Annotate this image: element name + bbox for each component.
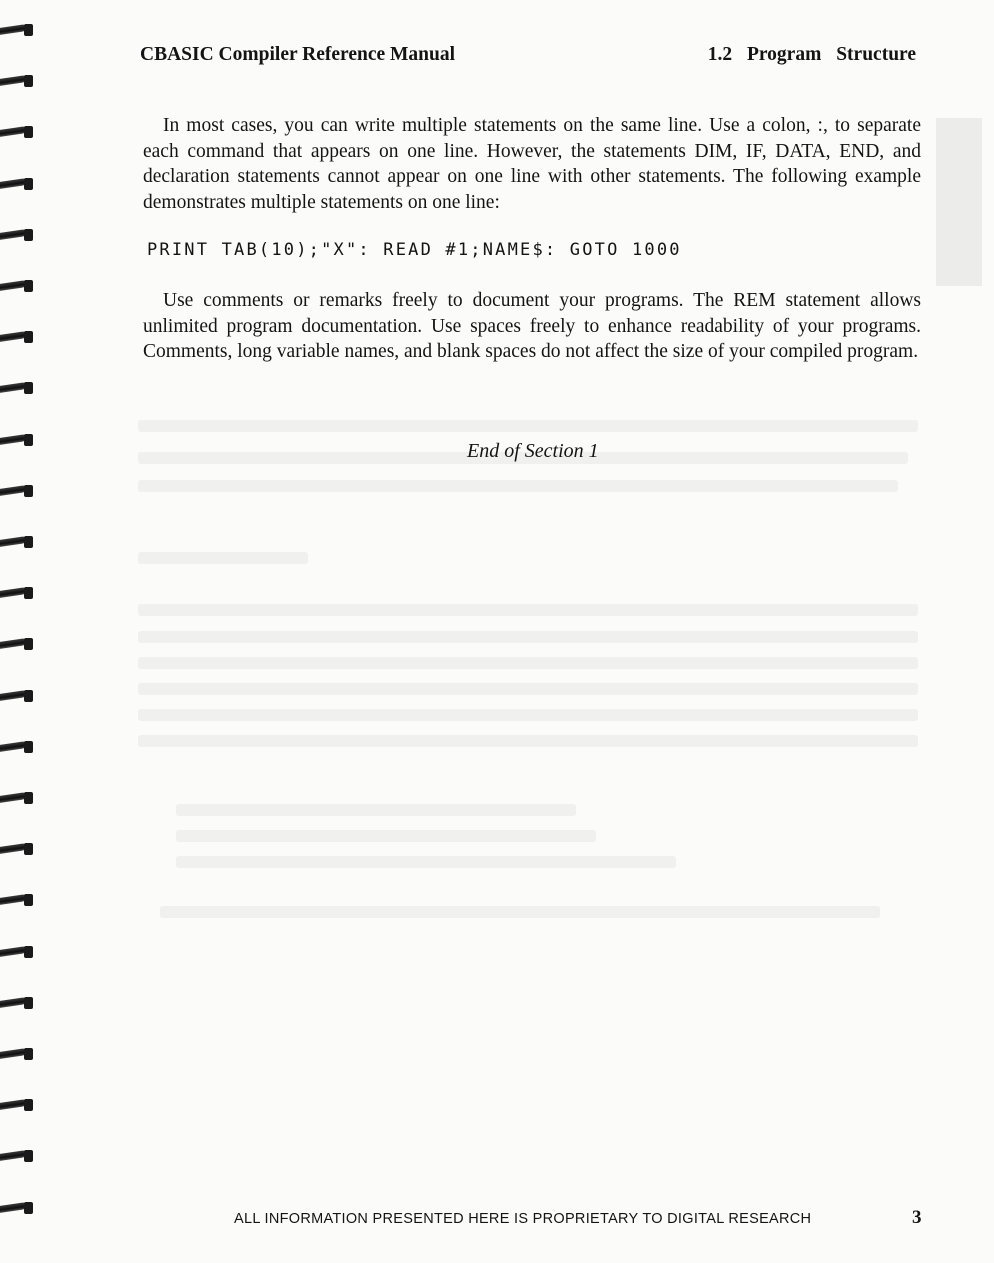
manual-title: CBASIC Compiler Reference Manual xyxy=(140,44,456,65)
binding-coil xyxy=(0,534,34,550)
proprietary-footer: ALL INFORMATION PRESENTED HERE IS PROPRIETARY TO DIGITAL RESEARCH xyxy=(234,1211,812,1227)
binding-coil xyxy=(0,1046,34,1062)
binding-coil xyxy=(0,585,34,601)
bleed-through-line xyxy=(138,683,918,695)
binding-coil xyxy=(0,176,34,192)
binding-coil xyxy=(0,124,34,140)
binding-coil xyxy=(0,73,34,89)
bleed-through-line xyxy=(138,709,918,721)
binding-coil xyxy=(0,739,34,755)
binding-coil xyxy=(0,944,34,960)
binding-coil xyxy=(0,892,34,908)
bleed-through-line xyxy=(176,804,576,816)
paragraph-comments xyxy=(143,288,921,365)
bleed-through-line xyxy=(138,657,918,669)
binding-coil xyxy=(0,380,34,396)
binding-coil xyxy=(0,995,34,1011)
binding-coil xyxy=(0,636,34,652)
binding-coil xyxy=(0,790,34,806)
binding-coil xyxy=(0,1148,34,1164)
bleed-through-line xyxy=(160,906,880,918)
binding-coil xyxy=(0,1200,34,1216)
binding-coil xyxy=(0,1097,34,1113)
bleed-through-line xyxy=(138,420,918,432)
bleed-through-line xyxy=(138,552,308,564)
bleed-through-line xyxy=(176,830,596,842)
bleed-through-line xyxy=(138,631,918,643)
binding-coil xyxy=(0,329,34,345)
bleed-through-line xyxy=(176,856,676,868)
section-end-marker: End of Section 1 xyxy=(467,440,599,462)
binding-coil xyxy=(0,432,34,448)
page-number: 3 xyxy=(912,1207,922,1228)
binding-coil xyxy=(0,483,34,499)
paragraph-text: In most cases, you can write multiple statements on the same line. Use a colon, :, to separate each command that appears on one line. However, the statements DIM, IF, DATA, END, and declaration statements cannot appear on one line with other statements. The following example demonstrates multiple statements on one line: xyxy=(143,115,921,213)
bleed-through-line xyxy=(138,604,918,616)
spiral-binding xyxy=(0,0,40,1263)
code-example: PRINT TAB(10);"X": READ #1;NAME$: GOTO 1000 xyxy=(147,240,682,260)
binding-coil xyxy=(0,22,34,38)
section-heading: 1.2 Program Structure xyxy=(707,44,916,65)
binding-coil xyxy=(0,688,34,704)
binding-coil xyxy=(0,841,34,857)
bleed-through-line xyxy=(138,735,918,747)
bleed-through-line xyxy=(138,480,898,492)
binding-coil xyxy=(0,278,34,294)
paragraph-multiple-statements xyxy=(143,113,921,215)
bleed-through-tab xyxy=(936,118,982,286)
running-header xyxy=(140,44,916,70)
binding-coil xyxy=(0,227,34,243)
paragraph-text: Use comments or remarks freely to document your programs. The REM statement allows unlimited program documentation. Use spaces freely to enhance readability of your programs. Comments, long variable names, and blank spaces do not affect the size of your compiled program. xyxy=(143,290,921,362)
